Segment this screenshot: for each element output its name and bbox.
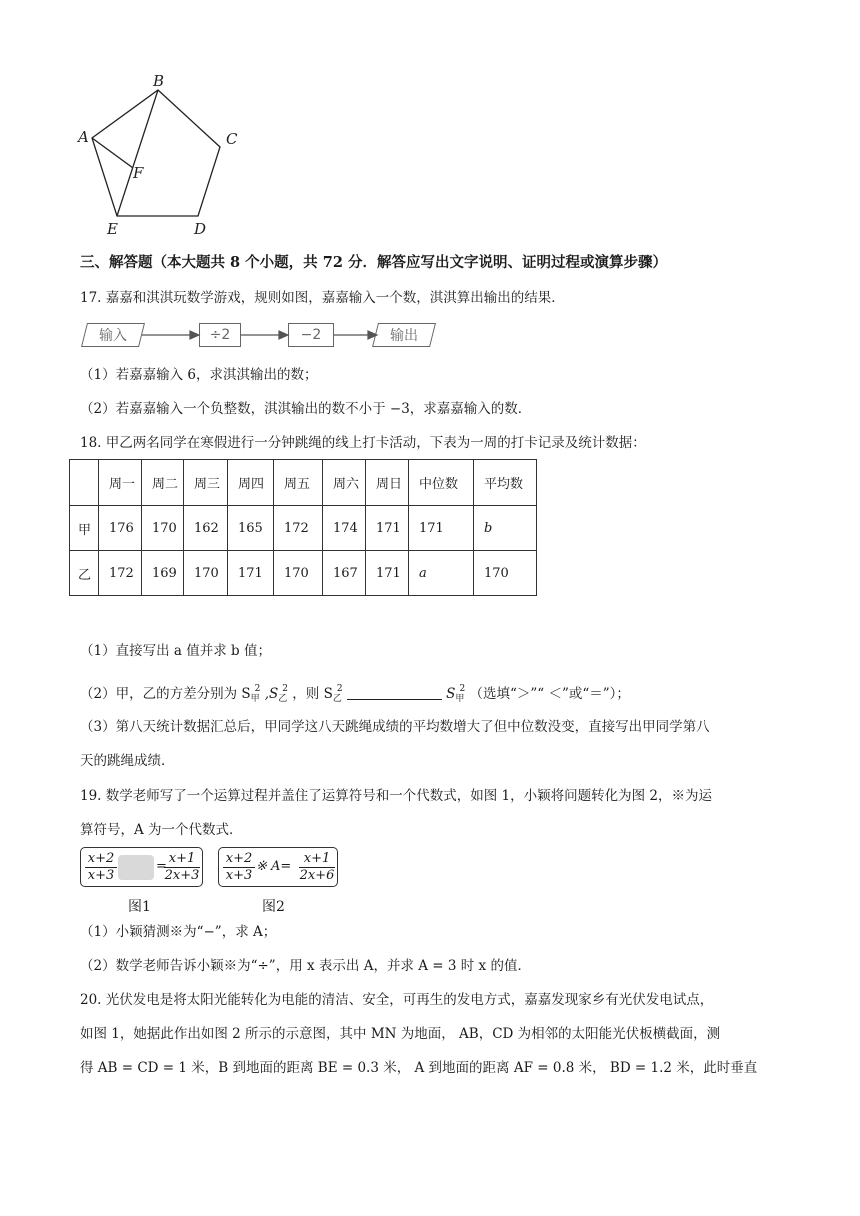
table-cell: 171 bbox=[409, 506, 474, 551]
q18-part3-line1: （3）第八天统计数据汇总后，甲同学这八天跳绳成绩的平均数增大了但中位数没变，直接写出甲同学第八 bbox=[80, 719, 710, 735]
table-cell: 周五 bbox=[274, 460, 323, 506]
table-cell: 172 bbox=[274, 506, 323, 551]
table-cell: 169 bbox=[142, 551, 184, 596]
label-C: C bbox=[226, 130, 238, 148]
q19-figure1: $\frac{x+2}{x+3}$ = $\frac{x+1}{2x+3}$ bbox=[80, 847, 203, 887]
table-cell: 172 bbox=[99, 551, 142, 596]
table-cell: 171 bbox=[228, 551, 274, 596]
section-title: 三、解答题（本大题共 8 个小题，共 72 分．解答应写出文字说明、证明过程或演算步骤） bbox=[80, 254, 667, 271]
flow-minus-box: −2 bbox=[288, 323, 334, 347]
q17-stem: 17. 嘉嘉和淇淇玩数学游戏，规则如图，嘉嘉输入一个数，淇淇算出输出的结果． bbox=[80, 290, 565, 306]
table-cell: 周六 bbox=[323, 460, 366, 506]
table-header-row bbox=[70, 460, 537, 506]
table-cell: 周三 bbox=[184, 460, 228, 506]
table-cell: 中位数 bbox=[409, 460, 474, 506]
table-cell: 周二 bbox=[142, 460, 184, 506]
table-cell: b bbox=[474, 506, 537, 551]
table-cell: 162 bbox=[184, 506, 228, 551]
q19-figure2: $\frac{x+2}{x+3}$ ※ A= $\frac{x+1}{2x+6}$ bbox=[218, 847, 338, 887]
table-cell: 甲 bbox=[70, 506, 99, 551]
table-cell: 165 bbox=[228, 506, 274, 551]
table-cell bbox=[70, 460, 99, 506]
q20-line3: 得 AB = CD = 1 米，B 到地面的距离 BE = 0.3 米， A 到地面的距离 AF = 0.8 米， BD = 1.2 米，此时垂直 bbox=[80, 1060, 758, 1076]
q19-stem-line1: 19. 数学老师写了一个运算过程并盖住了运算符号和一个代数式，如图 1，小颖将问题转化为图 2，※为运 bbox=[80, 788, 713, 804]
label-E: E bbox=[107, 220, 118, 238]
table-cell: 周四 bbox=[228, 460, 274, 506]
q20-line2: 如图 1，她据此作出如图 2 所示的示意图，其中 MN 为地面， AB，CD 为相邻的太阳能光伏板横截面，测 bbox=[80, 1026, 721, 1042]
covered-area bbox=[118, 855, 154, 880]
q17-flow-diagram bbox=[78, 322, 418, 348]
flow-output-box: 输出 bbox=[372, 323, 436, 347]
figure2-caption: 图2 bbox=[262, 899, 285, 915]
table-row bbox=[70, 506, 537, 551]
flow-arrows bbox=[78, 322, 418, 348]
label-F: F bbox=[133, 164, 144, 182]
q19-part1: （1）小颖猜测※为“−”，求 A； bbox=[80, 924, 277, 940]
flow-input-box: 输入 bbox=[81, 323, 145, 347]
q18-stem: 18. 甲乙两名同学在寒假进行一分钟跳绳的线上打卡活动，下表为一周的打卡记录及统计数据： bbox=[80, 435, 646, 451]
table-cell: 171 bbox=[366, 551, 409, 596]
q17-part1: （1）若嘉嘉输入 6，求淇淇输出的数； bbox=[80, 367, 318, 383]
q20-line1: 20. 光伏发电是将太阳光能转化为电能的清洁、安全，可再生的发电方式，嘉嘉发现家乡有光伏发电试点， bbox=[80, 992, 714, 1008]
table-cell: 170 bbox=[274, 551, 323, 596]
q19-part2: （2）数学老师告诉小颖※为“÷”，用 x 表示出 A，并求 A = 3 时 x 的值． bbox=[80, 958, 531, 974]
table-row bbox=[70, 551, 537, 596]
table-cell: 平均数 bbox=[474, 460, 537, 506]
table-cell: 周日 bbox=[366, 460, 409, 506]
table-cell: 171 bbox=[366, 506, 409, 551]
table-cell: 176 bbox=[99, 506, 142, 551]
table-cell: 170 bbox=[474, 551, 537, 596]
flow-divide-box: ÷2 bbox=[199, 323, 241, 347]
label-A: A bbox=[78, 128, 89, 146]
label-D: D bbox=[194, 220, 207, 238]
q18-part1: （1）直接写出 a 值并求 b 值； bbox=[80, 643, 271, 659]
table-cell: 170 bbox=[184, 551, 228, 596]
q18-record-table bbox=[69, 459, 537, 596]
answer-blank bbox=[347, 685, 442, 700]
q17-part2: （2）若嘉嘉输入一个负整数，淇淇输出的数不小于 −3，求嘉嘉输入的数． bbox=[80, 401, 532, 417]
label-B: B bbox=[153, 72, 165, 90]
table-cell: 170 bbox=[142, 506, 184, 551]
table-cell: 乙 bbox=[70, 551, 99, 596]
figure1-caption: 图1 bbox=[128, 899, 151, 915]
q18-part3-line2: 天的跳绳成绩． bbox=[80, 753, 175, 769]
table-cell: 167 bbox=[323, 551, 366, 596]
q18-part2: （2）甲，乙的方差分别为 $S_甲^2$ $,S_乙^2$ ，则 $S_乙^2$ $S_甲^2$ （选填“＞”“ ＜”或“＝”）； bbox=[80, 684, 630, 704]
table-cell: 周一 bbox=[99, 460, 142, 506]
pentagon-figure bbox=[70, 70, 260, 240]
table-cell: 174 bbox=[323, 506, 366, 551]
table-cell: a bbox=[409, 551, 474, 596]
q19-stem-line2: 算符号，A 为一个代数式． bbox=[80, 822, 243, 838]
